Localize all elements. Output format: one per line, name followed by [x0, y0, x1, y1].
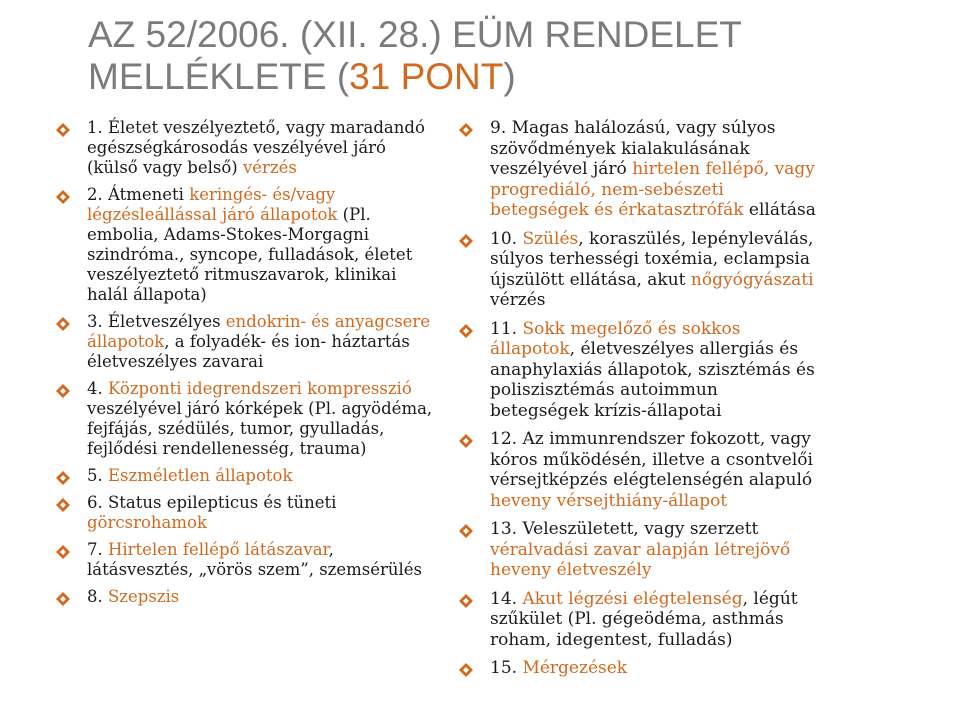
- item-text: 12. Az immunrendszer fokozott, vagy kóros működésén, illetve a csontvelői vérsejtképzés elégtelenségén alapuló: [490, 429, 813, 490]
- item-text: 15.: [490, 658, 523, 678]
- item-text: 4.: [87, 379, 108, 398]
- highlighted-text: Akut légzési elégtelenség: [522, 588, 743, 609]
- hollow-diamond-bullet-icon: [458, 433, 474, 449]
- highlighted-text: vérzés: [242, 158, 297, 177]
- item-text: 1. Életet veszélyeztető, vagy maradandó egészségkárosodás veszélyével járó (külső vagy belső): [87, 118, 425, 177]
- list-item: [55, 587, 440, 607]
- list-item: [55, 493, 440, 533]
- hollow-diamond-bullet-icon: [458, 593, 474, 609]
- item-text: 13. Veleszületett, vagy szerzett: [490, 519, 759, 539]
- item-text: 3. Életveszélyes: [87, 312, 226, 331]
- item-text: , koraszülés, lepényleválás, súlyos terhességi toxémia, eclampsia újszülött ellátása, akut: [490, 228, 814, 290]
- list-item: [55, 312, 440, 372]
- item-text: 14.: [490, 588, 523, 609]
- item-text: , látásvesztés, „vörös szem”, szemsérülés: [87, 540, 423, 579]
- highlighted-text: Eszméletlen állapotok: [108, 466, 293, 485]
- item-text: 2. Átmeneti: [87, 185, 190, 204]
- hollow-diamond-bullet-icon: [458, 233, 474, 249]
- hollow-diamond-bullet-icon: [55, 470, 71, 486]
- list-item: [458, 658, 818, 679]
- highlighted-text: Szepszis: [108, 587, 180, 606]
- item-text: , életveszélyes allergiás és anaphylaxiás állapotok, szisztémás és poliszisztémás autoimmun betegségek krízis-állapotai: [490, 339, 815, 421]
- item-text: ellátása: [743, 200, 816, 220]
- highlighted-text: véralvadási zavar alapján létrejövő heveny életveszély: [490, 539, 791, 580]
- item-text: , légút szűkület (Pl. gégeödéma, asthmás roham, idegentest, fulladás): [490, 588, 798, 650]
- title-line-2-prefix: MELLÉKLETE (: [88, 56, 350, 97]
- item-text: 9. Magas halálozású, vagy súlyos szövődmények kialakulásának veszélyével járó: [490, 118, 776, 179]
- item-text: 10.: [490, 228, 523, 249]
- hollow-diamond-bullet-icon: [55, 383, 71, 399]
- item-text: 5.: [87, 466, 108, 485]
- highlighted-text: Sokk megelőző és sokkos állapotok: [490, 318, 741, 359]
- hollow-diamond-bullet-icon: [55, 497, 71, 513]
- hollow-diamond-bullet-icon: [458, 523, 474, 539]
- list-item: [458, 319, 818, 422]
- highlighted-text: endokrin- és anyagcsere állapotok: [87, 312, 431, 351]
- highlighted-text: Központi idegrendszeri kompresszió: [108, 379, 412, 398]
- item-text: vérzés: [490, 290, 546, 310]
- list-item: [458, 519, 818, 581]
- hollow-diamond-bullet-icon: [55, 544, 71, 560]
- hollow-diamond-bullet-icon: [458, 662, 474, 678]
- right-column-list: [458, 118, 818, 687]
- highlighted-text: keringés- és/vagy légzésleállással járó állapotok: [87, 185, 338, 224]
- list-item: [55, 466, 440, 486]
- highlighted-text: hirtelen fellépő, vagy progrediáló, nem-sebészeti betegségek és érkatasztrófák: [490, 159, 815, 220]
- hollow-diamond-bullet-icon: [458, 323, 474, 339]
- hollow-diamond-bullet-icon: [458, 122, 474, 138]
- list-item: [458, 589, 818, 651]
- title-line-2-suffix: ): [503, 56, 516, 97]
- highlighted-text: Mérgezések: [522, 658, 628, 678]
- highlighted-text: heveny vérsejthiány-állapot: [490, 490, 728, 511]
- list-item: [55, 540, 440, 580]
- highlighted-text: nőgyógyászati: [690, 269, 814, 290]
- item-text: 7.: [87, 540, 108, 559]
- item-text: (Pl. embolia, Adams-Stokes-Morgagni szindróma., syncope, fulladások, életet veszélyeztető ritmuszavarok, klinikai halál állapota): [87, 205, 413, 304]
- hollow-diamond-bullet-icon: [55, 316, 71, 332]
- left-column-list: [55, 118, 440, 614]
- list-item: [458, 118, 818, 221]
- hollow-diamond-bullet-icon: [55, 591, 71, 607]
- item-text: veszélyével járó kórképek (Pl. agyödéma, fejfájás, szédülés, tumor, gyulladás, fejlődési rendellenesség, trauma): [87, 399, 433, 458]
- list-item: [458, 429, 818, 511]
- list-item: [55, 379, 440, 459]
- highlighted-text: Hirtelen fellépő látászavar: [108, 540, 329, 559]
- item-text: 11.: [490, 318, 523, 339]
- title-point-count: 31 PONT: [349, 56, 504, 97]
- item-text: , a folyadék- és ion- háztartás életveszélyes zavarai: [87, 332, 410, 371]
- list-item: [55, 118, 440, 178]
- hollow-diamond-bullet-icon: [55, 122, 71, 138]
- highlighted-text: görcsrohamok: [87, 513, 207, 532]
- list-item: [55, 185, 440, 305]
- slide-title: [88, 14, 928, 98]
- item-text: 8.: [87, 587, 108, 606]
- highlighted-text: Szülés: [522, 228, 579, 249]
- list-item: [458, 229, 818, 311]
- title-line-1: AZ 52/2006. (XII. 28.) EÜM RENDELET: [88, 14, 742, 55]
- hollow-diamond-bullet-icon: [55, 189, 71, 205]
- item-text: 6. Status epilepticus és tüneti: [87, 493, 337, 512]
